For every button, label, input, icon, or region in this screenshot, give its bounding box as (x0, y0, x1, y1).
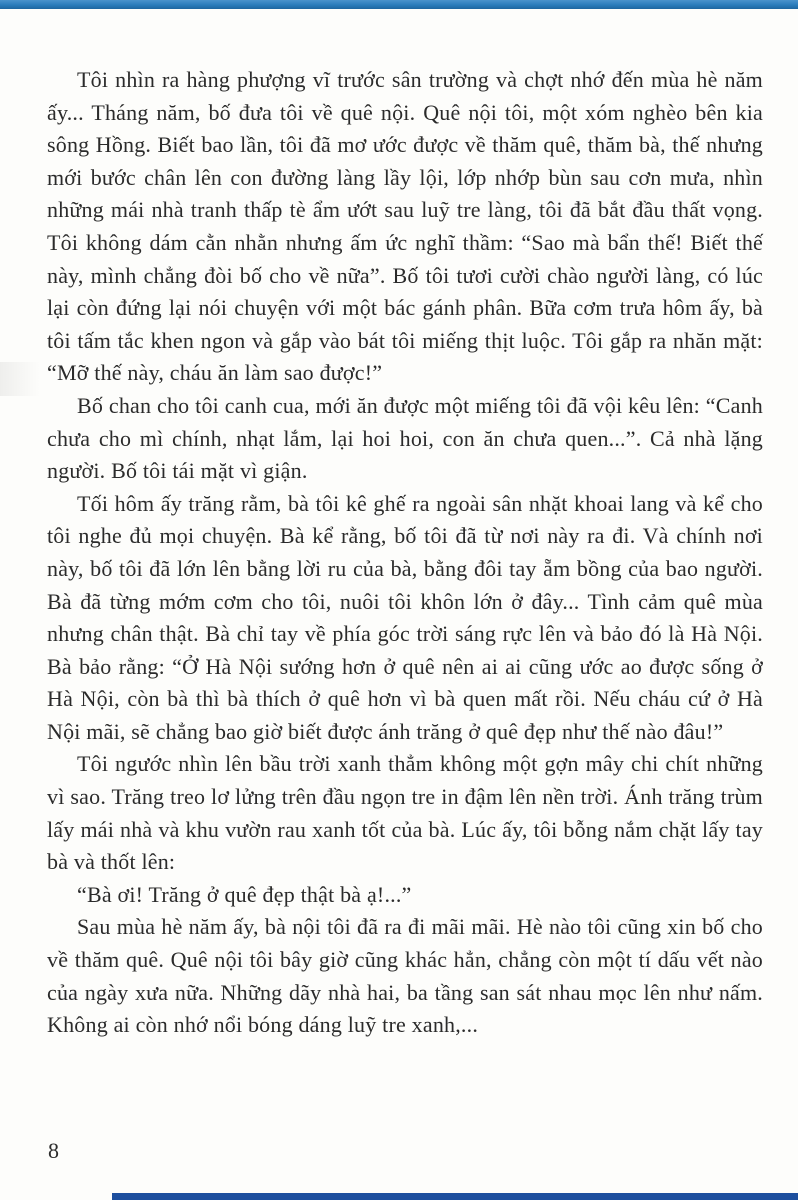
paragraph-1: Tôi nhìn ra hàng phượng vĩ trước sân trường và chợt nhớ đến mùa hè năm ấy... Tháng năm, bố đưa tôi về quê nội. Quê nội tôi, một xóm nghèo bên kia sông Hồng. Biết bao lần, tôi đã mơ ước được về thăm quê, thăm bà, thế nhưng mới bước chân lên con đường làng lầy lội, lớp nhớp bùn sau cơn mưa, nhìn những mái nhà tranh thấp tè ẩm ướt sau luỹ tre làng, tôi đã bắt đầu thất vọng. Tôi không dám cằn nhằn nhưng ấm ức nghĩ thầm: “Sao mà bẩn thế! Biết thế này, mình chẳng đòi bố cho về nữa”. Bố tôi tươi cười chào người làng, có lúc lại còn đứng lại nói chuyện với một bác gánh phân. Bữa cơm trưa hôm ấy, bà tôi tấm tắc khen ngon và gắp vào bát tôi miếng thịt luộc. Tôi gắp ra nhăn mặt: “Mỡ thế này, cháu ăn làm sao được!” (47, 67, 763, 386)
page-text-block (47, 64, 763, 1042)
bottom-border-bar (112, 1193, 798, 1200)
page-number: 8 (48, 1138, 59, 1163)
paragraph-3: Tối hôm ấy trăng rằm, bà tôi kê ghế ra ngoài sân nhặt khoai lang và kể cho tôi nghe đủ mọi chuyện. Bà kể rằng, bố tôi đã từ nơi này ra đi. Và chính nơi này, bố tôi đã lớn lên bằng lời ru của bà, bằng đôi tay ẵm bồng của bao người. Bà đã từng mớm cơm cho tôi, nuôi tôi khôn lớn ở đây... Tình cảm quê mùa nhưng chân thật. Bà chỉ tay về phía góc trời sáng rực lên và bảo đó là Hà Nội. Bà bảo rằng: “Ở Hà Nội sướng hơn ở quê nên ai ai cũng ước ao được sống ở Hà Nội, còn bà thì bà thích ở quê hơn vì bà quen mất rồi. Nếu cháu cứ ở Hà Nội mãi, sẽ chẳng bao giờ biết được ánh trăng ở quê đẹp như thế nào đâu!” (47, 490, 763, 744)
paragraph-5-dialogue: “Bà ơi! Trăng ở quê đẹp thật bà ạ!...” (77, 881, 412, 907)
paragraph-2: Bố chan cho tôi canh cua, mới ăn được một miếng tôi đã vội kêu lên: “Canh chưa cho mì chính, nhạt lắm, lại hoi hoi, con ăn chưa quen...”. Cả nhà lặng người. Bố tôi tái mặt vì giận. (47, 392, 763, 484)
top-border-bar (0, 0, 798, 9)
scan-shadow-artifact (0, 362, 40, 396)
page-footer (48, 1138, 59, 1164)
paragraph-4: Tôi ngước nhìn lên bầu trời xanh thẳm không một gợn mây chi chít những vì sao. Trăng treo lơ lửng trên đầu ngọn tre in đậm lên nền trời. Ánh trăng trùm lấy mái nhà và khu vườn rau xanh tốt của bà. Lúc ấy, tôi bỗng nắm chặt lấy tay bà và thốt lên: (47, 751, 763, 875)
paragraph-6: Sau mùa hè năm ấy, bà nội tôi đã ra đi mãi mãi. Hè nào tôi cũng xin bố cho về thăm quê. Quê nội tôi bây giờ cũng khác hẳn, chẳng còn một tí dấu vết nào của ngày xưa nữa. Những dãy nhà hai, ba tầng san sát nhau mọc lên như nấm. Không ai còn nhớ nổi bóng dáng luỹ tre xanh,... (47, 914, 763, 1038)
